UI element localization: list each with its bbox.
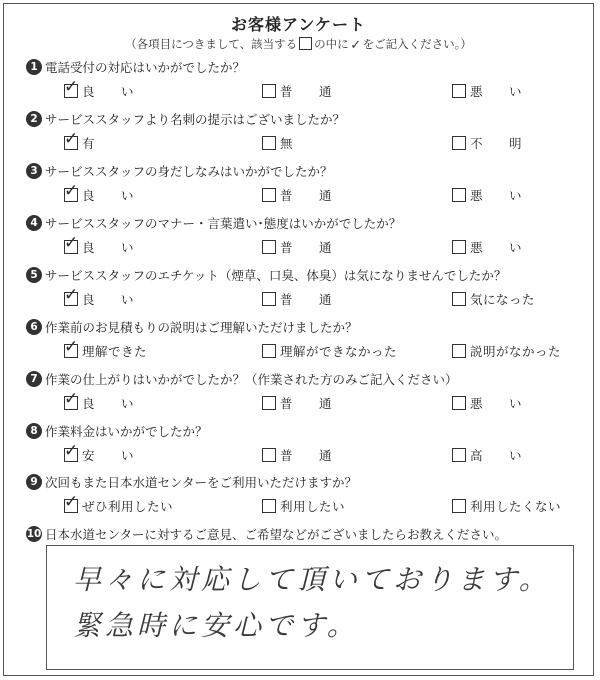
- check-mark-icon: ✓: [64, 491, 79, 512]
- answer-option: [64, 336, 148, 360]
- answer-options: [26, 440, 586, 464]
- question-text: 作業の仕上がりはいかがでしたか？（作業された方のみご記入ください）: [45, 371, 458, 387]
- answer-checkbox[interactable]: [262, 344, 276, 358]
- answer-checkbox[interactable]: [64, 76, 79, 98]
- check-mark-icon: ✓: [64, 232, 79, 253]
- answer-option: [64, 180, 135, 204]
- example-checkbox-icon: [299, 37, 312, 50]
- answer-label: 普 通: [280, 187, 333, 203]
- answer-option: [452, 184, 522, 204]
- answer-label: 悪 い: [470, 83, 523, 99]
- answer-option: [64, 440, 135, 464]
- question-number-badge: 8: [26, 423, 42, 439]
- comment-box[interactable]: [46, 545, 574, 670]
- answer-option: [64, 491, 174, 515]
- answer-label: 理解ができなかった: [280, 343, 398, 359]
- answer-option: [64, 284, 135, 308]
- question-text: 次回もまた日本水道センターをご利用いただけますか？: [45, 474, 358, 490]
- answer-label: 有: [82, 135, 96, 151]
- answer-option: [452, 236, 522, 256]
- answer-label: 良 い: [82, 395, 135, 411]
- instructions: [4, 36, 593, 53]
- question-text: 電話受付の対応はいかがでしたか？: [45, 59, 246, 75]
- answer-checkbox[interactable]: [64, 336, 79, 358]
- check-mark-icon: ✓: [64, 336, 79, 357]
- answer-label: 普 通: [280, 83, 333, 99]
- question-text: サービススタッフのエチケット（煙草、口臭、体臭）は気になりませんでしたか？: [45, 267, 507, 283]
- answer-option: [452, 340, 561, 360]
- answer-label: 普 通: [280, 291, 333, 307]
- answer-checkbox[interactable]: [262, 240, 276, 254]
- answer-label: 悪 い: [470, 187, 523, 203]
- answer-checkbox[interactable]: [262, 396, 276, 410]
- answer-checkbox[interactable]: [262, 499, 276, 513]
- answer-checkbox[interactable]: [64, 232, 79, 254]
- answer-label: 良 い: [82, 187, 135, 203]
- answer-label: 利用したくない: [470, 498, 562, 514]
- answer-options: [26, 491, 586, 515]
- answer-option: [262, 132, 293, 152]
- check-mark-icon: ✓: [64, 388, 79, 409]
- answer-option: [64, 232, 135, 256]
- answer-label: 安 い: [82, 447, 135, 463]
- instructions-suffix: をご記入ください。）: [362, 37, 472, 51]
- answer-option: [262, 495, 345, 515]
- answer-options: [26, 336, 586, 360]
- question-1: [26, 56, 586, 108]
- question-text: サービススタッフより名刺の提示はございましたか？: [45, 111, 346, 127]
- answer-label: 良 い: [82, 239, 135, 255]
- check-mark-icon: ✓: [64, 128, 79, 149]
- answer-option: [262, 340, 397, 360]
- answer-label: 高 い: [470, 447, 523, 463]
- answer-checkbox[interactable]: [64, 440, 79, 462]
- answer-options: [26, 180, 586, 204]
- answer-option: [262, 288, 332, 308]
- question-text: サービススタッフのマナー・言葉遣い･態度はいかがでしたか？: [45, 215, 402, 231]
- question-number-badge: 2: [26, 111, 42, 127]
- question-4: [26, 212, 586, 264]
- answer-label: 気になった: [470, 291, 536, 307]
- answer-label: 説明がなかった: [470, 343, 562, 359]
- question-number-badge: 10: [26, 527, 42, 540]
- check-mark-icon: ✓: [64, 440, 79, 461]
- question-text: 作業前のお見積もりの説明はご理解いただけましたか？: [45, 319, 358, 335]
- form-title: お客様アンケート: [230, 15, 367, 34]
- answer-option: [452, 132, 522, 152]
- question-5: [26, 264, 586, 316]
- answer-checkbox[interactable]: [64, 180, 79, 202]
- question-8: [26, 420, 586, 472]
- answer-option: [262, 392, 332, 412]
- handwritten-line: 早々に対応して頂いております。: [73, 563, 551, 596]
- answer-label: 普 通: [280, 395, 333, 411]
- answer-checkbox[interactable]: [452, 396, 466, 410]
- answer-label: ぜひ利用したい: [82, 498, 174, 514]
- question-number-badge: 6: [26, 319, 42, 335]
- answer-checkbox[interactable]: [452, 344, 466, 358]
- check-mark-icon: ✓: [64, 180, 79, 201]
- question-number-badge: 3: [26, 163, 42, 179]
- answer-option: [262, 80, 332, 100]
- answer-option: [64, 388, 135, 412]
- answer-option: [64, 76, 135, 100]
- answer-label: 良 い: [82, 83, 135, 99]
- answer-label: 普 通: [280, 447, 333, 463]
- answer-options: [26, 128, 586, 152]
- answer-option: [452, 392, 522, 412]
- example-check-icon: ✓: [350, 38, 362, 53]
- answer-option: [452, 444, 522, 464]
- answer-checkbox[interactable]: [452, 499, 466, 513]
- answer-checkbox[interactable]: [452, 448, 466, 462]
- answer-checkbox[interactable]: [64, 491, 79, 513]
- answer-option: [262, 236, 332, 256]
- instructions-prefix: （各項目につきまして、該当する: [125, 37, 298, 51]
- question-text: 日本水道センターに対するご意見、ご希望などがございましたらお教えください。: [45, 526, 508, 542]
- question-number-badge: 5: [26, 267, 42, 283]
- answer-label: 無: [280, 135, 294, 151]
- answer-label: 利用したい: [280, 498, 346, 514]
- question-text: 作業料金はいかがでしたか？: [45, 423, 208, 439]
- check-mark-icon: ✓: [64, 284, 79, 305]
- answer-option: [262, 444, 332, 464]
- answer-label: 理解できた: [82, 343, 148, 359]
- answer-checkbox[interactable]: [64, 284, 79, 306]
- answer-label: 普 通: [280, 239, 333, 255]
- answer-checkbox[interactable]: [452, 292, 466, 306]
- answer-label: 悪 い: [470, 239, 523, 255]
- check-mark-icon: ✓: [64, 76, 79, 97]
- answer-checkbox[interactable]: [64, 388, 79, 410]
- handwritten-line: 緊急時に安心です。: [73, 609, 359, 642]
- answer-option: [452, 288, 535, 308]
- answer-checkbox[interactable]: [64, 128, 79, 150]
- answer-options: [26, 76, 586, 100]
- answer-label: 不 明: [470, 135, 523, 151]
- instructions-middle: の中に: [314, 37, 349, 51]
- question-3: [26, 160, 586, 212]
- question-text: サービススタッフの身だしなみはいかがでしたか？: [45, 163, 333, 179]
- question-2: [26, 108, 586, 160]
- answer-option: [64, 128, 96, 152]
- answer-option: [452, 495, 561, 515]
- answer-label: 悪 い: [470, 395, 523, 411]
- question-6: [26, 316, 586, 368]
- answer-option: [262, 184, 332, 204]
- answer-checkbox[interactable]: [262, 292, 276, 306]
- question-number-badge: 1: [26, 59, 42, 75]
- answer-checkbox[interactable]: [262, 448, 276, 462]
- question-9: [26, 471, 586, 523]
- answer-label: 良 い: [82, 291, 135, 307]
- answer-checkbox[interactable]: [262, 136, 276, 150]
- answer-options: [26, 388, 586, 412]
- answer-checkbox[interactable]: [452, 188, 466, 202]
- question-number-badge: 4: [26, 215, 42, 231]
- survey-form: [3, 3, 594, 676]
- answer-options: [26, 284, 586, 308]
- answer-checkbox[interactable]: [262, 188, 276, 202]
- answer-checkbox[interactable]: [452, 84, 466, 98]
- answer-option: [452, 80, 522, 100]
- answer-checkbox[interactable]: [452, 240, 466, 254]
- answer-options: [26, 232, 586, 256]
- question-number-badge: 9: [26, 474, 42, 490]
- answer-checkbox[interactable]: [452, 136, 466, 150]
- answer-checkbox[interactable]: [262, 84, 276, 98]
- question-7: [26, 368, 586, 420]
- question-number-badge: 7: [26, 371, 42, 387]
